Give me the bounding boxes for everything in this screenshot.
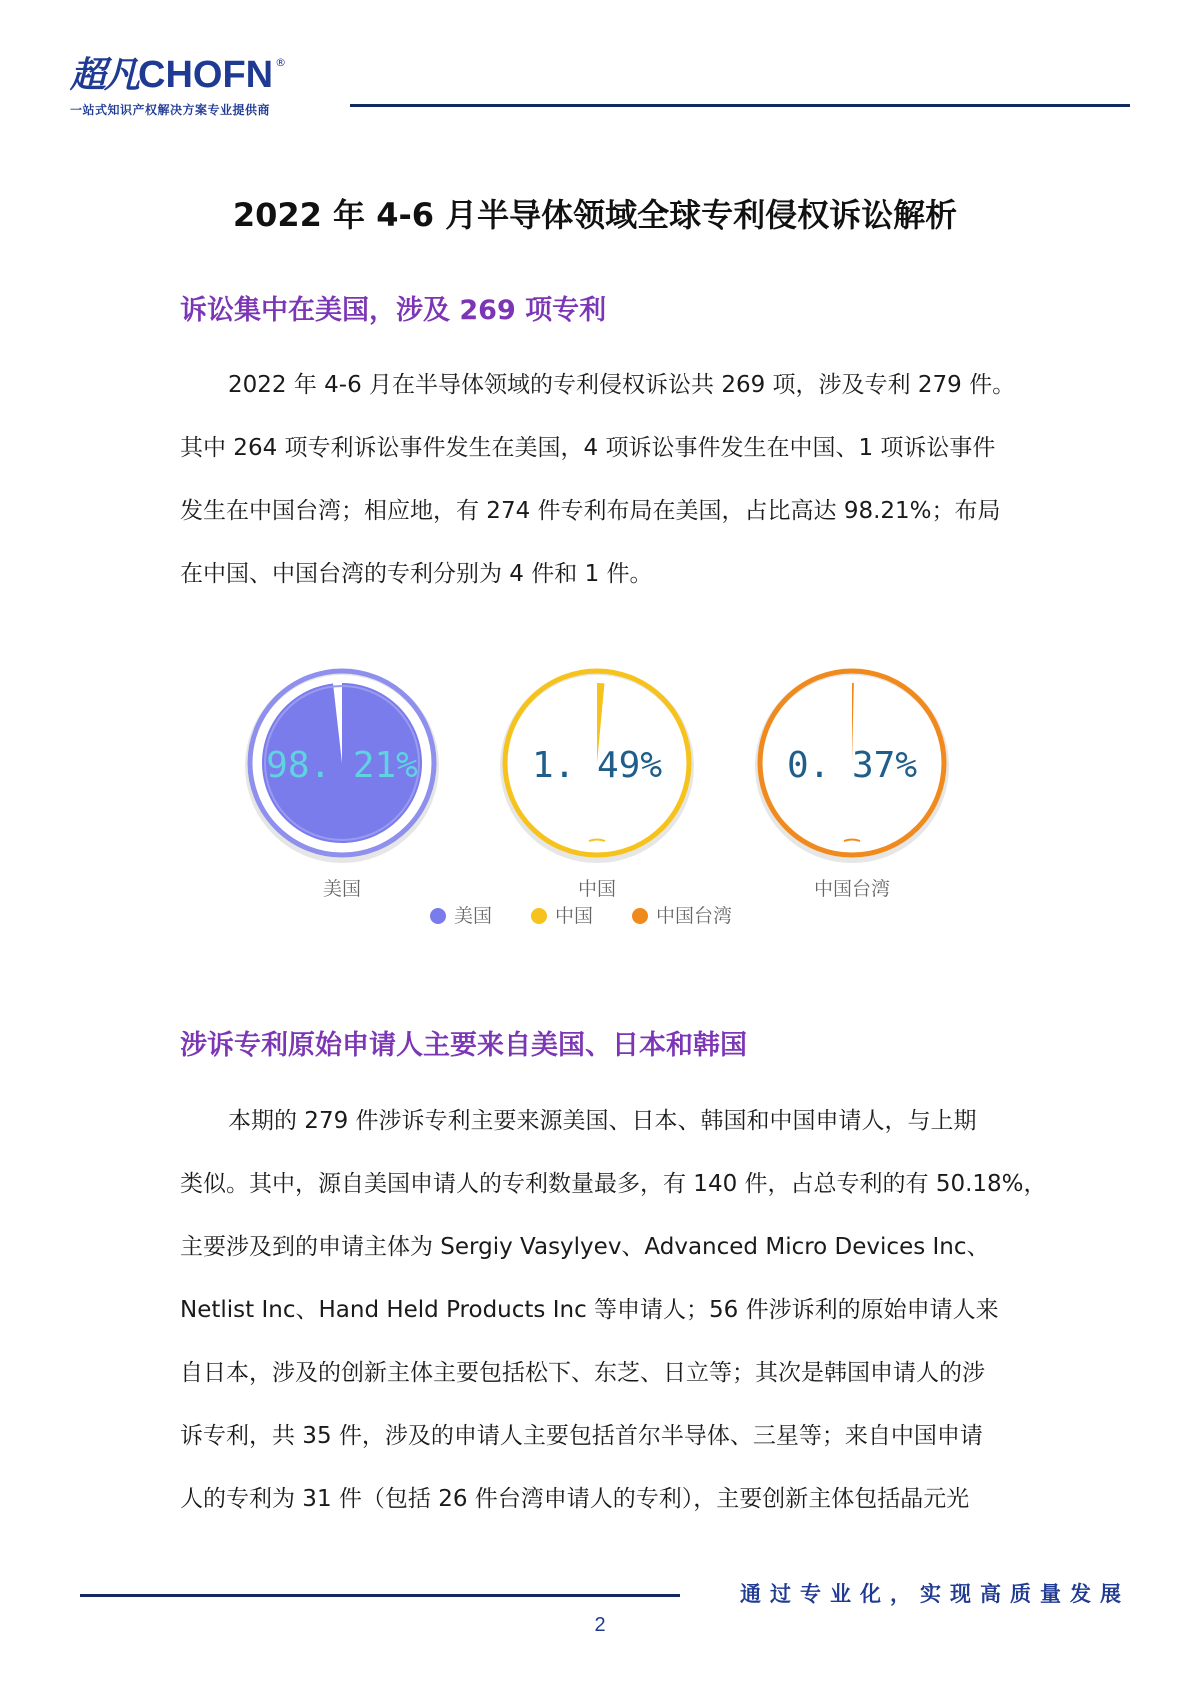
paragraph-line: 人的专利为 31 件（包括 26 件台湾申请人的专利），主要创新主体包括晶元光	[180, 1486, 970, 1512]
section-heading-applicants: 涉诉专利原始申请人主要来自美国、日本和韩国	[180, 1030, 747, 1061]
page-title: 2022 年 4-6 月半导体领域全球专利侵权诉讼解析	[232, 196, 958, 234]
paragraph-line: 在中国、中国台湾的专利分别为 4 件和 1 件。	[180, 561, 653, 587]
logo-wordmark	[70, 55, 350, 95]
paragraph-line: 自日本，涉及的创新主体主要包括松下、东芝、日立等；其次是韩国申请人的涉	[180, 1360, 985, 1386]
paragraph-line: 2022 年 4-6 月在半导体领域的专利侵权诉讼共 269 项，涉及专利 279 件。	[228, 372, 1016, 398]
company-logo	[70, 55, 350, 118]
paragraph-line: 其中 264 项专利诉讼事件发生在美国，4 项诉讼事件发生在中国、1 项诉讼事件	[180, 435, 996, 461]
paragraph-applicants	[180, 1090, 1047, 1531]
footer-divider	[80, 1594, 680, 1597]
legend-marker-美国	[430, 908, 446, 924]
page-number: 2	[594, 1614, 606, 1636]
footer-slogan: 通过专业化，实现高质量发展	[740, 1582, 1130, 1606]
gauge-category-label: 美国	[322, 878, 362, 900]
paragraph-line: Netlist Inc、Hand Held Products Inc 等申请人；56 件涉诉利的原始申请人来	[180, 1297, 999, 1323]
legend-label: 中国	[555, 905, 594, 927]
gauge-category-label: 中国	[577, 878, 617, 900]
legend-label: 中国台湾	[656, 905, 733, 927]
registered-mark: ®	[275, 56, 287, 69]
logo-tagline: 一站式知识产权解决方案专业提供商	[70, 103, 271, 117]
country-share-chart	[220, 645, 980, 945]
gauge-category-label: 中国台湾	[813, 878, 891, 900]
legend-marker-中国台湾	[632, 908, 648, 924]
chart-canvas	[220, 645, 980, 945]
section-heading-litigation: 诉讼集中在美国，涉及 269 项专利	[180, 295, 607, 326]
gauge-value-label: 0. 37%	[786, 745, 918, 786]
legend-marker-中国	[531, 908, 547, 924]
paragraph-line: 类似。其中，源自美国申请人的专利数量最多，有 140 件，占总专利的有 50.18%，	[180, 1171, 1047, 1197]
paragraph-line: 发生在中国台湾；相应地，有 274 件专利布局在美国，占比高达 98.21%；布局	[180, 498, 1001, 524]
paragraph-line: 诉专利，共 35 件，涉及的申请人主要包括首尔半导体、三星等；来自中国申请	[180, 1423, 983, 1449]
header-divider	[350, 104, 1130, 107]
gauge-value-label: 98. 21%	[266, 745, 418, 786]
logo-english: CHOFN	[138, 54, 274, 96]
gauge-value-label: 1. 49%	[531, 745, 663, 786]
paragraph-line: 本期的 279 件涉诉专利主要来源美国、日本、韩国和中国申请人，与上期	[228, 1108, 977, 1134]
legend-label: 美国	[454, 905, 493, 927]
paragraph-litigation	[180, 354, 1015, 606]
logo-chinese: 超凡	[70, 54, 139, 96]
paragraph-line: 主要涉及到的申请主体为 Sergiy Vasylyev、Advanced Micro Devices Inc、	[180, 1234, 990, 1260]
